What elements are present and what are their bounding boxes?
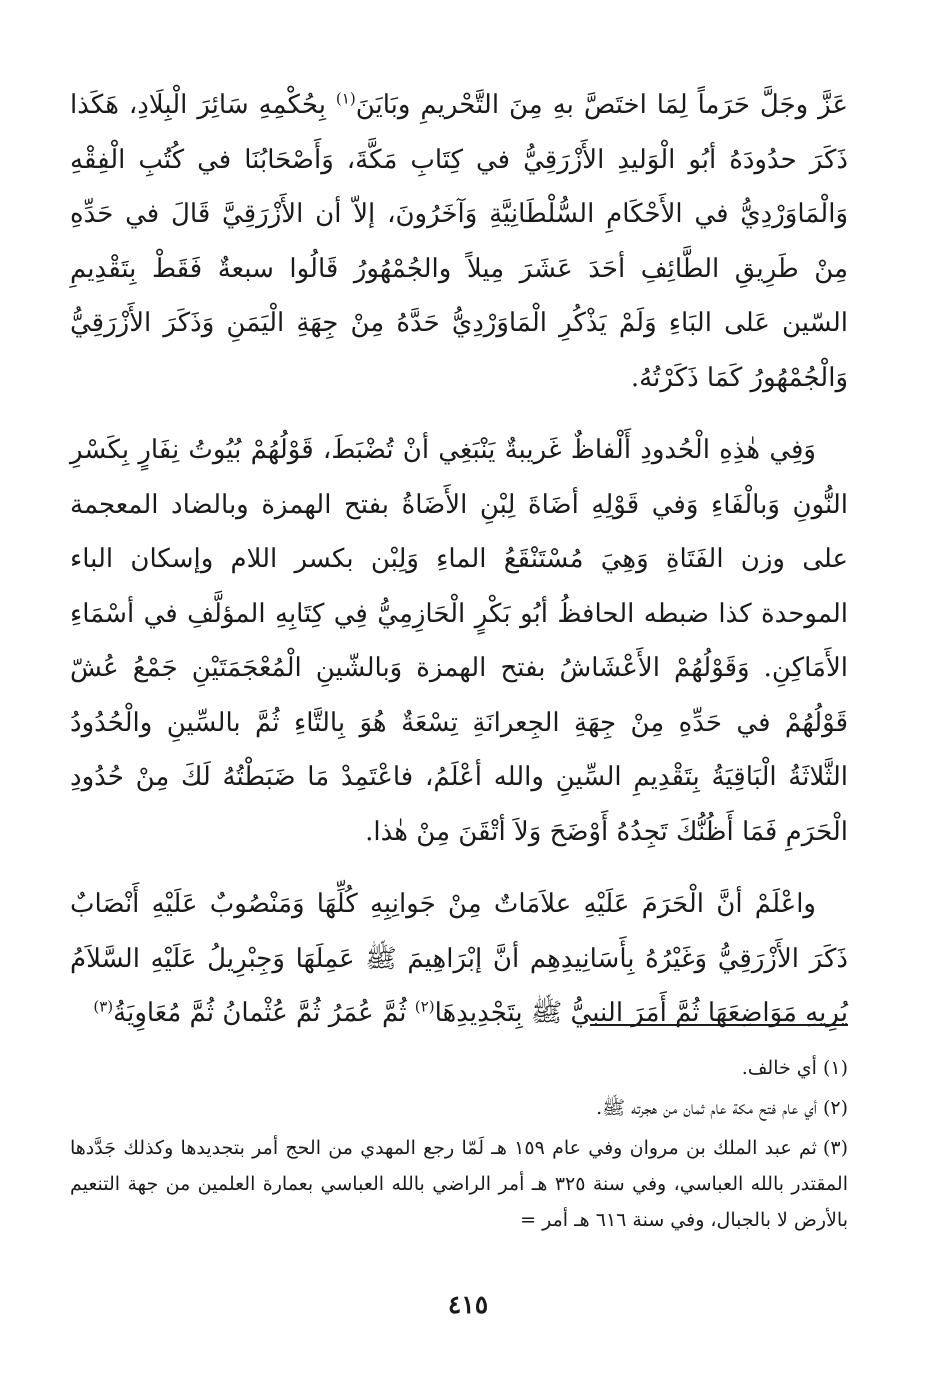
paragraph-2 xyxy=(70,423,848,859)
paragraph-1-continuation: بِحُكْمِهِ سَائِرَ الْبِلَادِ، هَكَذا ذَكَرَ حدُودَهُ أبُو الْوَليدِ الأَزْرَقِيُّ في كِتَابِ مَكَّةَ، وَأَصْحَابُنَا في كُتُبِ الْفِقْهِ وَالْمَاوَرْدِيُّ في الأَحْكَامِ السُّلْطَانِيَّةِ وَآخَرُونَ، إلاّ أن الأَزْرَقِيَّ قَالَ في حَدِّهِ مِنْ طَرِيقِ الطَّائِفِ أحَدَ عَشَرَ مِيلاً والجُمْهُورُ قَالُوا سبعةٌ فَقَطْ بِتَقْدِيمِ السّين عَلى البَاءِ وَلَمْ يَذْكُرِ الْمَاوَرْدِيُّ حَدَّهُ مِنْ جِهَةِ الْيَمَنِ وَذَكَرَ الأَزْرَقِيُّ وَالْجُمْهُورُ كَمَا ذَكَرْتُهُ. xyxy=(70,90,848,393)
footnote-marker: (١) xyxy=(822,1057,848,1079)
main-text-block xyxy=(70,78,848,1041)
footnote-ref-2[interactable]: (٢) xyxy=(414,997,435,1016)
footnote-3 xyxy=(70,1130,848,1238)
footnote-ref-1[interactable]: (١) xyxy=(335,89,356,108)
footnote-ref-3[interactable]: (٣) xyxy=(93,997,114,1016)
footnote-text: ثم عبد الملك بن مروان وفي عام ١٥٩ هـ لَمّا رجع المهدي من الحج أمر بتجديدها وكذلك جَدَّدها المقتدر بالله العباسي، وفي سنة ٣٢٥ هـ أمر الراضي بالله العباسي بعمارة العلمين من جهة التنعيم بالأرض لا بالجبال، وفي سنة ٦١٦ هـ أمر = xyxy=(70,1137,848,1231)
paragraph-3 xyxy=(70,877,848,1041)
footnote-1 xyxy=(70,1050,848,1086)
footnote-text: أي عام فتح مكة عام ثمان من هجرته ﷺ. xyxy=(596,1097,817,1119)
footnotes xyxy=(70,1050,848,1242)
paragraph-1-text: عَزَّ وجَلَّ حَرَماً لِمَا اختَصَّ بهِ مِنَ التَّحْريمِ وبَايَنَ xyxy=(355,90,848,120)
footnote-marker: (٢) xyxy=(822,1097,848,1119)
footnote-text: أي خالف. xyxy=(741,1057,817,1079)
page-number: ٤١٥ xyxy=(447,1290,489,1319)
paragraph-3-text: واعْلَمْ أنَّ الْحَرَمَ عَلَيْهِ علاَمَاتٌ مِنْ جَوانِبِهِ كُلِّهَا وَمَنْصُوبٌ عَلَيْهِ أَنْصَابٌ ذَكَرَ الأَزْرَقِيُّ وَغَيْرُهُ بِأَسَانِيدِهِم أنَّ إبْرَاهِيمَ ﷺ عَمِلَهَا وَجِبْرِيلُ عَلَيْهِ السَّلاَمُ يُرِيهِ مَوَاضِعَهَا ثُمَّ أَمَرَ النبيُّ ﷺ بِتَجْدِيدِهَا xyxy=(70,889,848,1028)
paragraph-1 xyxy=(70,78,848,405)
paragraph-3-continuation: ثُمَّ عُمَرُ ثُمَّ عُثْمانُ ثُمَّ مُعَاوِيَةُ xyxy=(113,998,415,1028)
footnote-marker: (٣) xyxy=(822,1137,848,1159)
footnote-2 xyxy=(70,1090,848,1126)
paragraph-2-text: وَفِي هٰذِهِ الْحُدودِ أَلْفاظٌ غَريبةٌ يَنْبَغِي أنْ تُضْبَطَ، قَوْلُهُمْ بُيُوتُ نِفَارٍ بِكَسْرِ النُّونِ وَبالْفَاءِ وَفي قَوْلِهِ أضَاةَ لِبْنِ الأَضَاةُ بفتح الهمزة وبالضاد المعجمة على وزن الفَتَاةِ وَهِيَ مُسْتَنْقَعُ الماءِ وَلِبْن بكسر اللام وإسكان الباء الموحدة كذا ضبطه الحافظُ أبُو بَكْرٍ الْحَازِمِيُّ فِي كِتَابِهِ المؤلَّفِ في أسْمَاءِ الأَمَاكِنِ. وَقَوْلُهُمْ الأَعْشَاشُ بفتح الهمزة وَبالشّينِ الْمُعْجَمَتَيْنِ جَمْعُ عُشّ قَوْلُهُمْ في حَدِّهِ مِنْ جِهَةِ الجِعرانَةِ تِسْعَةٌ هُوَ بِالتَّاءِ ثُمَّ بالسِّينِ والْحُدُودُ الثَّلاثَةُ الْبَاقِيَةُ بِتَقْدِيمِ السِّينِ والله أعْلَمُ، فاعْتَمِدْ مَا ضَبَطْتُهُ لَكَ مِنْ حُدُودِ الْحَرَمِ فَمَا أَظُنُّكَ تَجِدُهُ أَوْضَحَ وَلاَ أتْقَنَ مِنْ هٰذا. xyxy=(70,435,848,847)
footnote-separator xyxy=(590,1024,848,1026)
